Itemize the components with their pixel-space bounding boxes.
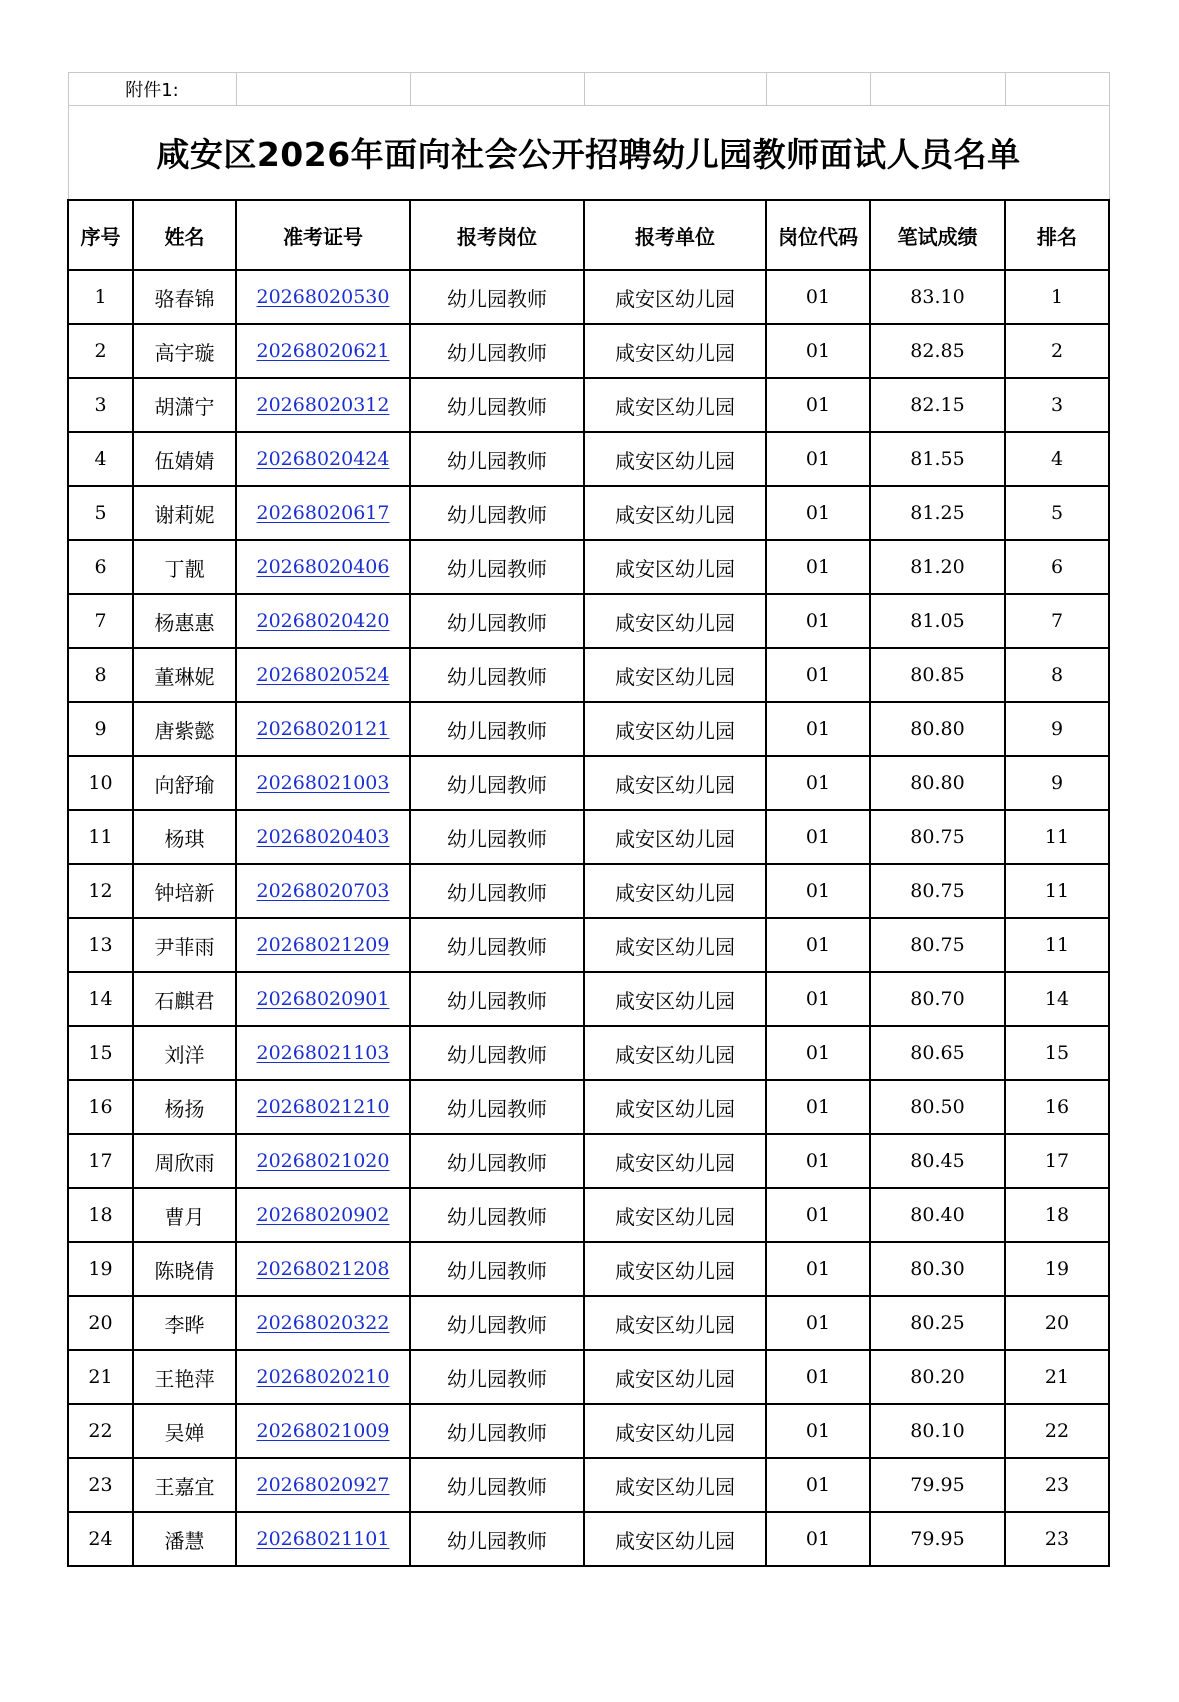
cell-position: 幼儿园教师 — [410, 864, 584, 918]
cell-score: 80.75 — [870, 810, 1005, 864]
cell-code: 01 — [766, 378, 870, 432]
cell-exam-id — [236, 756, 410, 810]
cell-code: 01 — [766, 270, 870, 324]
cell-name: 伍婧婧 — [133, 432, 236, 486]
cell-rank: 14 — [1005, 972, 1109, 1026]
cell-rank: 1 — [1005, 270, 1109, 324]
table-row — [68, 378, 1109, 432]
table-row — [68, 864, 1109, 918]
cell-code: 01 — [766, 432, 870, 486]
cell-score: 81.05 — [870, 594, 1005, 648]
cell-exam-id — [236, 1404, 410, 1458]
cell-score: 80.70 — [870, 972, 1005, 1026]
exam-id-link[interactable]: 20268020312 — [256, 394, 390, 416]
exam-id-link[interactable]: 20268021003 — [256, 772, 390, 794]
table-row — [68, 756, 1109, 810]
cell-no: 15 — [68, 1026, 133, 1080]
cell-score: 80.50 — [870, 1080, 1005, 1134]
cell-unit: 咸安区幼儿园 — [584, 1512, 766, 1566]
cell-unit: 咸安区幼儿园 — [584, 1242, 766, 1296]
cell-unit: 咸安区幼儿园 — [584, 810, 766, 864]
table-row — [68, 972, 1109, 1026]
cell-position: 幼儿园教师 — [410, 972, 584, 1026]
exam-id-link[interactable]: 20268020424 — [256, 448, 390, 470]
cell-no: 1 — [68, 270, 133, 324]
cell-position: 幼儿园教师 — [410, 648, 584, 702]
cell-code: 01 — [766, 594, 870, 648]
empty-cell — [870, 73, 1005, 106]
cell-position: 幼儿园教师 — [410, 1458, 584, 1512]
cell-no: 3 — [68, 378, 133, 432]
exam-id-link[interactable]: 20268021208 — [256, 1258, 390, 1280]
cell-exam-id — [236, 864, 410, 918]
table-row — [68, 1026, 1109, 1080]
cell-exam-id — [236, 378, 410, 432]
cell-code: 01 — [766, 1134, 870, 1188]
cell-no: 16 — [68, 1080, 133, 1134]
title-row — [68, 106, 1109, 201]
cell-rank: 7 — [1005, 594, 1109, 648]
cell-name: 杨扬 — [133, 1080, 236, 1134]
cell-rank: 18 — [1005, 1188, 1109, 1242]
cell-rank: 20 — [1005, 1296, 1109, 1350]
cell-unit: 咸安区幼儿园 — [584, 378, 766, 432]
cell-score: 80.20 — [870, 1350, 1005, 1404]
cell-code: 01 — [766, 540, 870, 594]
cell-unit: 咸安区幼儿园 — [584, 594, 766, 648]
cell-rank: 19 — [1005, 1242, 1109, 1296]
cell-code: 01 — [766, 324, 870, 378]
cell-no: 22 — [68, 1404, 133, 1458]
cell-exam-id — [236, 432, 410, 486]
table-row — [68, 1242, 1109, 1296]
cell-name: 曹月 — [133, 1188, 236, 1242]
cell-position: 幼儿园教师 — [410, 702, 584, 756]
cell-position: 幼儿园教师 — [410, 918, 584, 972]
cell-exam-id — [236, 648, 410, 702]
cell-no: 17 — [68, 1134, 133, 1188]
cell-position: 幼儿园教师 — [410, 1296, 584, 1350]
cell-name: 石麒君 — [133, 972, 236, 1026]
cell-score: 82.85 — [870, 324, 1005, 378]
cell-exam-id — [236, 810, 410, 864]
cell-score: 81.55 — [870, 432, 1005, 486]
cell-no: 24 — [68, 1512, 133, 1566]
interview-list-table — [67, 72, 1110, 1567]
table-row — [68, 918, 1109, 972]
cell-position: 幼儿园教师 — [410, 486, 584, 540]
cell-unit: 咸安区幼儿园 — [584, 864, 766, 918]
cell-unit: 咸安区幼儿园 — [584, 432, 766, 486]
cell-position: 幼儿园教师 — [410, 1134, 584, 1188]
exam-id-link[interactable]: 20268021101 — [256, 1528, 390, 1550]
cell-unit: 咸安区幼儿园 — [584, 702, 766, 756]
cell-code: 01 — [766, 1080, 870, 1134]
cell-no: 5 — [68, 486, 133, 540]
exam-id-link[interactable]: 20268020524 — [256, 664, 390, 686]
attachment-row — [68, 73, 1109, 106]
exam-id-link[interactable]: 20268020617 — [256, 502, 390, 524]
cell-name: 丁靓 — [133, 540, 236, 594]
cell-unit: 咸安区幼儿园 — [584, 540, 766, 594]
cell-score: 81.25 — [870, 486, 1005, 540]
exam-id-link[interactable]: 20268020621 — [256, 340, 390, 362]
exam-id-link[interactable]: 20268021210 — [256, 1096, 390, 1118]
cell-code: 01 — [766, 810, 870, 864]
cell-code: 01 — [766, 1188, 870, 1242]
cell-position: 幼儿园教师 — [410, 1188, 584, 1242]
table-row — [68, 594, 1109, 648]
cell-unit: 咸安区幼儿园 — [584, 1188, 766, 1242]
cell-exam-id — [236, 1458, 410, 1512]
cell-position: 幼儿园教师 — [410, 378, 584, 432]
cell-code: 01 — [766, 1512, 870, 1566]
header-code: 岗位代码 — [766, 200, 870, 270]
table-row — [68, 324, 1109, 378]
cell-score: 83.10 — [870, 270, 1005, 324]
cell-no: 23 — [68, 1458, 133, 1512]
cell-exam-id — [236, 972, 410, 1026]
cell-no: 14 — [68, 972, 133, 1026]
cell-name: 高宇璇 — [133, 324, 236, 378]
cell-score: 80.80 — [870, 702, 1005, 756]
cell-rank: 4 — [1005, 432, 1109, 486]
cell-score: 80.75 — [870, 918, 1005, 972]
exam-id-link[interactable]: 20268020403 — [256, 826, 390, 848]
cell-unit: 咸安区幼儿园 — [584, 648, 766, 702]
cell-rank: 21 — [1005, 1350, 1109, 1404]
cell-name: 谢莉妮 — [133, 486, 236, 540]
empty-cell — [584, 73, 766, 106]
cell-code: 01 — [766, 972, 870, 1026]
cell-exam-id — [236, 1188, 410, 1242]
cell-rank: 22 — [1005, 1404, 1109, 1458]
cell-code: 01 — [766, 756, 870, 810]
header-rank: 排名 — [1005, 200, 1109, 270]
cell-name: 骆春锦 — [133, 270, 236, 324]
cell-score: 80.85 — [870, 648, 1005, 702]
table-row — [68, 648, 1109, 702]
exam-id-link[interactable]: 20268021009 — [256, 1420, 390, 1442]
cell-exam-id — [236, 1242, 410, 1296]
cell-name: 潘慧 — [133, 1512, 236, 1566]
table-row — [68, 1404, 1109, 1458]
cell-exam-id — [236, 1512, 410, 1566]
exam-id-link[interactable]: 20268020420 — [256, 610, 390, 632]
header-score: 笔试成绩 — [870, 200, 1005, 270]
cell-code: 01 — [766, 864, 870, 918]
cell-name: 周欣雨 — [133, 1134, 236, 1188]
cell-exam-id — [236, 1296, 410, 1350]
cell-name: 吴婵 — [133, 1404, 236, 1458]
cell-score: 80.75 — [870, 864, 1005, 918]
header-row — [68, 200, 1109, 270]
cell-unit: 咸安区幼儿园 — [584, 1080, 766, 1134]
header-no: 序号 — [68, 200, 133, 270]
cell-no: 11 — [68, 810, 133, 864]
cell-unit: 咸安区幼儿园 — [584, 972, 766, 1026]
cell-rank: 6 — [1005, 540, 1109, 594]
cell-name: 王艳萍 — [133, 1350, 236, 1404]
cell-score: 80.30 — [870, 1242, 1005, 1296]
header-unit: 报考单位 — [584, 200, 766, 270]
cell-position: 幼儿园教师 — [410, 594, 584, 648]
cell-exam-id — [236, 702, 410, 756]
cell-name: 杨惠惠 — [133, 594, 236, 648]
exam-id-link[interactable]: 20268020530 — [256, 286, 390, 308]
cell-code: 01 — [766, 486, 870, 540]
cell-no: 2 — [68, 324, 133, 378]
header-exam-id: 准考证号 — [236, 200, 410, 270]
cell-rank: 11 — [1005, 918, 1109, 972]
cell-rank: 23 — [1005, 1512, 1109, 1566]
empty-cell — [766, 73, 870, 106]
cell-position: 幼儿园教师 — [410, 270, 584, 324]
table-row — [68, 1350, 1109, 1404]
cell-name: 杨琪 — [133, 810, 236, 864]
cell-position: 幼儿园教师 — [410, 1026, 584, 1080]
cell-code: 01 — [766, 1296, 870, 1350]
empty-cell — [1005, 73, 1109, 106]
cell-code: 01 — [766, 1026, 870, 1080]
cell-rank: 11 — [1005, 810, 1109, 864]
cell-position: 幼儿园教师 — [410, 1242, 584, 1296]
cell-score: 79.95 — [870, 1458, 1005, 1512]
cell-rank: 23 — [1005, 1458, 1109, 1512]
cell-rank: 3 — [1005, 378, 1109, 432]
table-row — [68, 1512, 1109, 1566]
table-row — [68, 1080, 1109, 1134]
table-row — [68, 1134, 1109, 1188]
table-row — [68, 810, 1109, 864]
table-row — [68, 540, 1109, 594]
cell-rank: 2 — [1005, 324, 1109, 378]
exam-id-link[interactable]: 20268020927 — [256, 1474, 390, 1496]
cell-rank: 9 — [1005, 702, 1109, 756]
table-row — [68, 486, 1109, 540]
cell-code: 01 — [766, 648, 870, 702]
cell-position: 幼儿园教师 — [410, 1350, 584, 1404]
cell-no: 19 — [68, 1242, 133, 1296]
cell-position: 幼儿园教师 — [410, 540, 584, 594]
cell-no: 10 — [68, 756, 133, 810]
cell-rank: 5 — [1005, 486, 1109, 540]
cell-unit: 咸安区幼儿园 — [584, 1350, 766, 1404]
cell-unit: 咸安区幼儿园 — [584, 324, 766, 378]
cell-code: 01 — [766, 1458, 870, 1512]
table-row — [68, 702, 1109, 756]
cell-name: 陈晓倩 — [133, 1242, 236, 1296]
cell-exam-id — [236, 324, 410, 378]
exam-id-link[interactable]: 20268020902 — [256, 1204, 390, 1226]
cell-name: 胡潇宁 — [133, 378, 236, 432]
cell-exam-id — [236, 1134, 410, 1188]
cell-position: 幼儿园教师 — [410, 810, 584, 864]
cell-code: 01 — [766, 702, 870, 756]
cell-code: 01 — [766, 1242, 870, 1296]
cell-unit: 咸安区幼儿园 — [584, 1134, 766, 1188]
cell-no: 21 — [68, 1350, 133, 1404]
cell-score: 80.25 — [870, 1296, 1005, 1350]
cell-position: 幼儿园教师 — [410, 1080, 584, 1134]
cell-no: 7 — [68, 594, 133, 648]
page-title: 咸安区2026年面向社会公开招聘幼儿园教师面试人员名单 — [68, 106, 1109, 201]
cell-score: 80.10 — [870, 1404, 1005, 1458]
cell-exam-id — [236, 270, 410, 324]
cell-exam-id — [236, 1080, 410, 1134]
cell-no: 8 — [68, 648, 133, 702]
empty-cell — [410, 73, 584, 106]
cell-name: 董琳妮 — [133, 648, 236, 702]
cell-unit: 咸安区幼儿园 — [584, 1296, 766, 1350]
cell-unit: 咸安区幼儿园 — [584, 1404, 766, 1458]
cell-position: 幼儿园教师 — [410, 1404, 584, 1458]
cell-rank: 17 — [1005, 1134, 1109, 1188]
cell-score: 80.80 — [870, 756, 1005, 810]
exam-id-link[interactable]: 20268020322 — [256, 1312, 390, 1334]
cell-unit: 咸安区幼儿园 — [584, 918, 766, 972]
table-row — [68, 1296, 1109, 1350]
cell-no: 9 — [68, 702, 133, 756]
cell-exam-id — [236, 1350, 410, 1404]
cell-unit: 咸安区幼儿园 — [584, 1026, 766, 1080]
cell-position: 幼儿园教师 — [410, 324, 584, 378]
cell-position: 幼儿园教师 — [410, 432, 584, 486]
cell-exam-id — [236, 1026, 410, 1080]
cell-score: 80.65 — [870, 1026, 1005, 1080]
cell-rank: 11 — [1005, 864, 1109, 918]
exam-id-link[interactable]: 20268020210 — [256, 1366, 390, 1388]
cell-no: 18 — [68, 1188, 133, 1242]
cell-name: 唐紫懿 — [133, 702, 236, 756]
exam-id-link[interactable]: 20268020901 — [256, 988, 390, 1010]
cell-score: 81.20 — [870, 540, 1005, 594]
exam-id-link[interactable]: 20268021103 — [256, 1042, 390, 1064]
cell-no: 13 — [68, 918, 133, 972]
table-row — [68, 1458, 1109, 1512]
attachment-label: 附件1: — [68, 73, 236, 106]
header-position: 报考岗位 — [410, 200, 584, 270]
cell-code: 01 — [766, 1350, 870, 1404]
cell-no: 6 — [68, 540, 133, 594]
cell-exam-id — [236, 918, 410, 972]
exam-id-link[interactable]: 20268020121 — [256, 718, 390, 740]
cell-rank: 15 — [1005, 1026, 1109, 1080]
cell-rank: 16 — [1005, 1080, 1109, 1134]
table-row — [68, 270, 1109, 324]
cell-exam-id — [236, 594, 410, 648]
cell-unit: 咸安区幼儿园 — [584, 1458, 766, 1512]
cell-code: 01 — [766, 918, 870, 972]
cell-name: 钟培新 — [133, 864, 236, 918]
cell-name: 向舒瑜 — [133, 756, 236, 810]
cell-name: 尹菲雨 — [133, 918, 236, 972]
cell-name: 刘洋 — [133, 1026, 236, 1080]
cell-score: 80.45 — [870, 1134, 1005, 1188]
cell-unit: 咸安区幼儿园 — [584, 270, 766, 324]
cell-no: 4 — [68, 432, 133, 486]
cell-no: 20 — [68, 1296, 133, 1350]
empty-cell — [236, 73, 410, 106]
cell-rank: 9 — [1005, 756, 1109, 810]
header-name: 姓名 — [133, 200, 236, 270]
cell-score: 79.95 — [870, 1512, 1005, 1566]
cell-score: 82.15 — [870, 378, 1005, 432]
cell-unit: 咸安区幼儿园 — [584, 756, 766, 810]
table-row — [68, 1188, 1109, 1242]
cell-position: 幼儿园教师 — [410, 1512, 584, 1566]
cell-exam-id — [236, 486, 410, 540]
table-row — [68, 432, 1109, 486]
cell-no: 12 — [68, 864, 133, 918]
cell-name: 王嘉宜 — [133, 1458, 236, 1512]
cell-position: 幼儿园教师 — [410, 756, 584, 810]
exam-id-link[interactable]: 20268020703 — [256, 880, 390, 902]
cell-code: 01 — [766, 1404, 870, 1458]
cell-name: 李晔 — [133, 1296, 236, 1350]
cell-unit: 咸安区幼儿园 — [584, 486, 766, 540]
exam-id-link[interactable]: 20268020406 — [256, 556, 390, 578]
cell-rank: 8 — [1005, 648, 1109, 702]
cell-score: 80.40 — [870, 1188, 1005, 1242]
cell-exam-id — [236, 540, 410, 594]
exam-id-link[interactable]: 20268021209 — [256, 934, 390, 956]
exam-id-link[interactable]: 20268021020 — [256, 1150, 390, 1172]
